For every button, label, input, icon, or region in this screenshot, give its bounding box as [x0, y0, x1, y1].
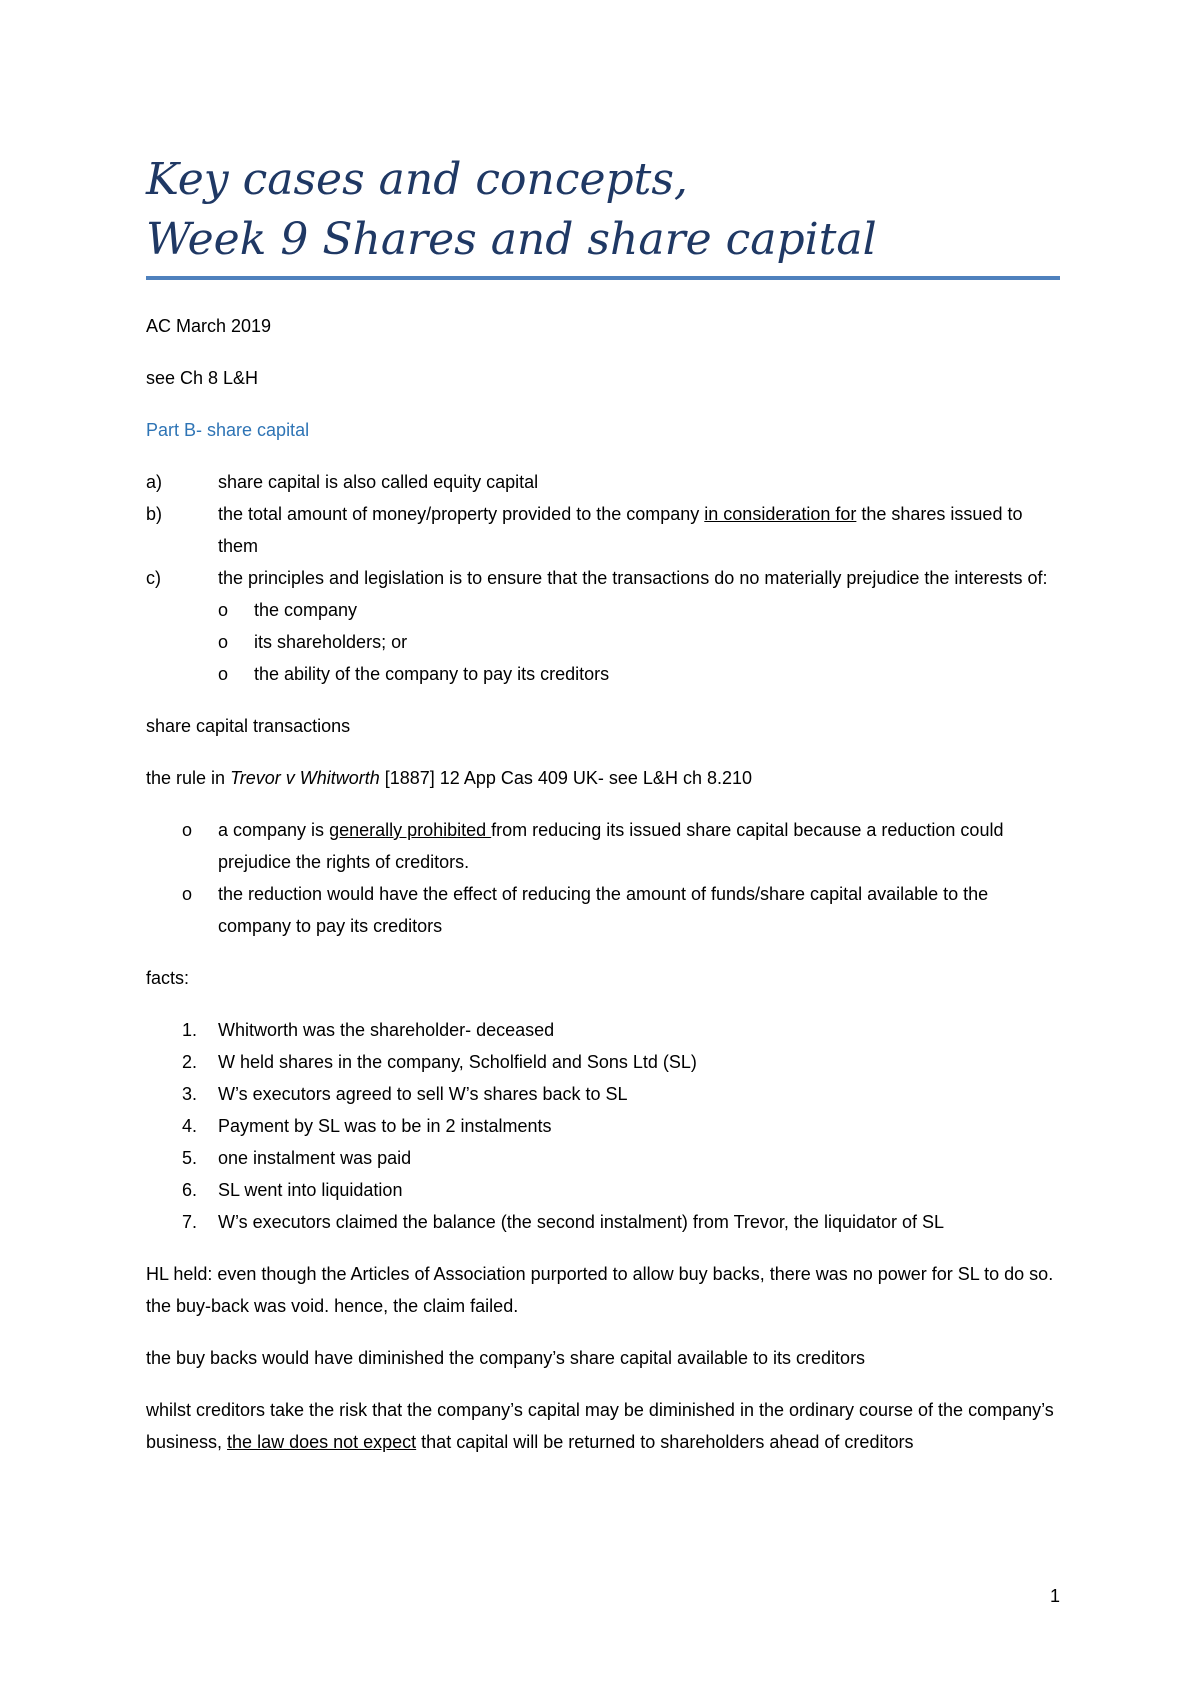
list-item [146, 466, 1066, 498]
interests-sublist [146, 594, 1066, 690]
fact-item [146, 1174, 1066, 1206]
bullet-text: a company is [218, 820, 330, 840]
transactions-heading: share capital transactions [146, 716, 351, 736]
underlined-phrase: generally prohibited [329, 820, 492, 840]
section-heading: Part B- share capital [146, 420, 310, 440]
page-number: 1 [1050, 1586, 1061, 1606]
fact-text: Whitworth was the shareholder- deceased [218, 1020, 555, 1040]
list-item-text: the principles and legislation is to ensure that the transactions do no materially prejudice the interests of: [218, 568, 1048, 588]
held-paragraph: HL held: even though the Articles of Association purported to allow buy backs, there was no power for SL to do so. the buy-back was void. hence, the claim failed. [146, 1264, 1054, 1316]
list-marker: 5. [182, 1148, 198, 1168]
underlined-phrase: in consideration for [704, 504, 857, 524]
fact-item [146, 1078, 1066, 1110]
list-marker: b) [146, 504, 163, 524]
paragraph-text: that capital will be returned to shareholders ahead of creditors [416, 1432, 914, 1452]
sublist-item-text: the company [254, 600, 358, 620]
fact-item [146, 1142, 1066, 1174]
fact-text: W held shares in the company, Scholfield and Sons Ltd (SL) [218, 1052, 697, 1072]
bullet-item [146, 878, 1066, 942]
list-marker: 4. [182, 1116, 198, 1136]
rule-line-text: the rule in [146, 768, 231, 788]
rule-line [146, 762, 1066, 794]
bullet-text: the reduction would have the effect of reducing the amount of funds/share capital available to the company to pay its creditors [218, 884, 989, 936]
title-underline-rule [146, 276, 1060, 280]
bullet-marker: o [218, 600, 229, 620]
list-item-text: share capital is also called equity capital [218, 472, 539, 492]
bullet-marker: o [182, 884, 193, 904]
list-item [146, 498, 1066, 562]
facts-list [146, 1014, 1066, 1238]
fact-text: one instalment was paid [218, 1148, 412, 1168]
list-marker: 3. [182, 1084, 198, 1104]
fact-text: W’s executors agreed to sell W’s shares back to SL [218, 1084, 628, 1104]
paragraph-text: whilst creditors take the risk that the company’s capital may be diminished in the ordinary course of the company’s business, [146, 1400, 1054, 1452]
title-line-1: Key cases and concepts, [146, 154, 688, 205]
bullet-text: from reducing its issued share capital because a reduction could prejudice the rights of creditors. [218, 820, 1004, 872]
buyback-note: the buy backs would have diminished the company’s share capital available to its creditors [146, 1348, 866, 1368]
bullet-marker: o [218, 632, 229, 652]
sublist-item [146, 594, 1066, 626]
list-item [146, 562, 1066, 594]
title-line-2: Week 9 Shares and share capital [146, 214, 877, 265]
fact-text: SL went into liquidation [218, 1180, 403, 1200]
list-marker: 7. [182, 1212, 198, 1232]
list-marker: 2. [182, 1052, 198, 1072]
list-marker: 6. [182, 1180, 198, 1200]
whilst-paragraph [146, 1394, 1066, 1458]
bullet-marker: o [182, 820, 193, 840]
underlined-phrase: the law does not expect [227, 1432, 417, 1452]
case-name: Trevor v Whitworth [230, 768, 380, 788]
list-marker: c) [146, 568, 161, 588]
fact-item [146, 1110, 1066, 1142]
list-item-text: the shares issued to them [218, 504, 1023, 556]
document-title [146, 150, 877, 270]
bullet-item [146, 814, 1066, 878]
list-marker: 1. [182, 1020, 198, 1040]
sublist-item [146, 626, 1066, 658]
list-item-text: the total amount of money/property provided to the company [218, 504, 705, 524]
sublist-item-text: the ability of the company to pay its creditors [254, 664, 610, 684]
fact-item [146, 1014, 1066, 1046]
rule-line-citation: [1887] 12 App Cas 409 UK- see L&H ch 8.210 [379, 768, 752, 788]
fact-text: Payment by SL was to be in 2 instalments [218, 1116, 552, 1136]
document-body [146, 310, 1066, 1478]
fact-item [146, 1206, 1066, 1238]
rule-bullets [146, 814, 1066, 942]
fact-text: W’s executors claimed the balance (the second instalment) from Trevor, the liquidator of SL [218, 1212, 945, 1232]
fact-item [146, 1046, 1066, 1078]
bullet-marker: o [218, 664, 229, 684]
sublist-item [146, 658, 1066, 690]
sublist-item-text: its shareholders; or [254, 632, 408, 652]
author-date: AC March 2019 [146, 316, 272, 336]
chapter-reference: see Ch 8 L&H [146, 368, 259, 388]
list-marker: a) [146, 472, 163, 492]
facts-heading: facts: [146, 968, 190, 988]
share-capital-list [146, 466, 1066, 594]
